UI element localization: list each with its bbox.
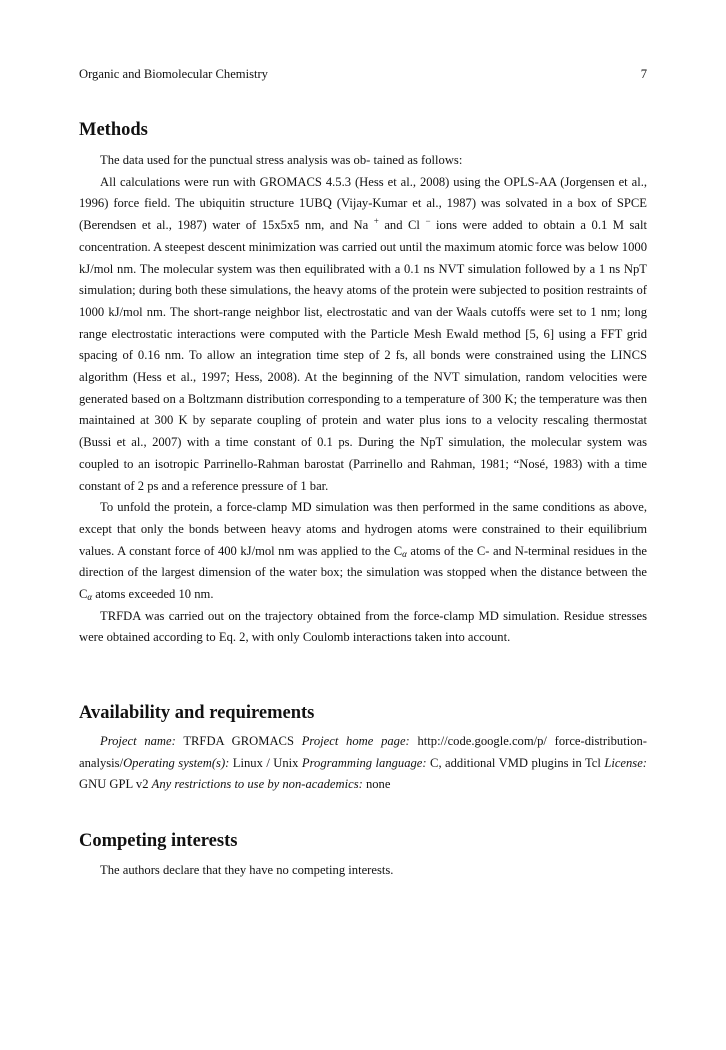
competing-interests-section — [79, 860, 647, 882]
page-number: 7 — [640, 67, 647, 81]
methods-p3-text-c: atoms exceeded 10 nm. — [92, 587, 214, 602]
restrictions-value: none — [362, 777, 391, 792]
availability-heading: Availability and requirements — [79, 703, 315, 723]
methods-p2-text-b: and Cl — [378, 218, 420, 233]
chloride-charge-superscript: − — [425, 216, 431, 227]
restrictions-label: Any restrictions to use by non-academics: — [151, 777, 363, 792]
availability-paragraph — [79, 731, 647, 796]
os-label: Operating system(s): — [123, 755, 230, 770]
language-label: Programming language: — [301, 755, 427, 770]
sodium-charge-superscript: + — [373, 216, 379, 227]
methods-p2-text-a: All calculations were run with GROMACS 4.5.3 (Hess et al., 2008) using the OPLS-AA (Jorgensen et al., 1996) force field. The ubiquitin structure 1UBQ (Vijay-Kumar et al., 1987) was solvated in a box of SPCE (Berendsen et al., 1987) water of 15x5x5 nm, and Na — [79, 174, 647, 233]
home-page-value: http://code.google.com/p/ force-distribution-analysis/ — [79, 734, 647, 770]
methods-section — [79, 150, 647, 649]
availability-section — [79, 731, 647, 796]
methods-p3-text-b: atoms of the C- and N-terminal residues in the direction of the largest dimension of the water box; the simulation was stopped when the distance between the C — [79, 543, 647, 602]
methods-heading: Methods — [79, 120, 148, 140]
running-head — [79, 66, 647, 82]
license-value: GNU GPL v2 — [79, 777, 152, 792]
competing-interests-heading: Competing interests — [79, 831, 238, 851]
methods-p2-text-c: ions were added to obtain a 0.1 M salt concentration. A steepest descent minimization was carried out until the maximum atomic force was below 1000 kJ/mol nm. The molecular system was then equilibrated with a 0.1 ns NVT simulation followed by a 1 ns NpT simulation; during both these simulations, the heavy atoms of the protein were subjected to position restraints of 1000 kJ/mol nm. The short-range neighbor list, electrostatic and van der Waals cutoffs were set to 1 nm; long range electrostatic interactions were computed with the Particle Mesh Ewald method [5, 6] using a FFT grid spacing of 0.16 nm. To allow an integration time step of 2 fs, all bonds were constrained using the LINCS algorithm (Hess et al., 1997; Hess, 2008). At the beginning of the NVT simulation, random velocities were generated based on a Boltzmann distribution corresponding to a temperature of 300 K; the temperature was then maintained at 300 K by separate coupling of protein and water plus ions to a velocity rescaling thermostat (Bussi et al., 2007) with a time constant of 0.1 ps. During the NpT simulation, the molecular system was coupled to an isotropic Parrinello-Rahman barostat (Parrinello and Rahman, 1981; “Nosé, 1983) with a time constant of 2 ps and a reference pressure of 1 bar. — [79, 218, 647, 493]
methods-p3-text-a: To unfold the protein, a force-clamp MD simulation was then performed in the same conditions as above, except that only the bonds between heavy atoms and hydrogen atoms were constrained to their equilibrium values. A constant force of 400 kJ/mol nm was applied to the C — [79, 500, 647, 558]
home-page-label: Project home page: — [301, 734, 410, 748]
methods-paragraph-4: TRFDA was carried out on the trajectory obtained from the force-clamp MD simulation. Residue stresses were obtained according to Eq. 2, with only Coulomb interactions taken into account. — [79, 608, 647, 645]
project-name-label: Project name: — [100, 734, 176, 748]
language-value: C, additional VMD plugins in Tcl — [426, 755, 605, 770]
os-value: Linux / Unix — [229, 755, 302, 770]
journal-name: Organic and Biomolecular Chemistry — [79, 67, 268, 81]
methods-paragraph-3 — [79, 497, 647, 606]
c-alpha-subscript: α — [402, 548, 407, 559]
methods-paragraph-2 — [79, 172, 647, 498]
competing-interests-text: The authors declare that they have no competing interests. — [100, 863, 394, 877]
c-alpha-subscript: α — [87, 592, 93, 603]
license-label: License: — [604, 755, 647, 770]
project-name-value: TRFDA GROMACS — [175, 734, 302, 748]
methods-paragraph-1: The data used for the punctual stress analysis was ob- tained as follows: — [100, 153, 463, 167]
